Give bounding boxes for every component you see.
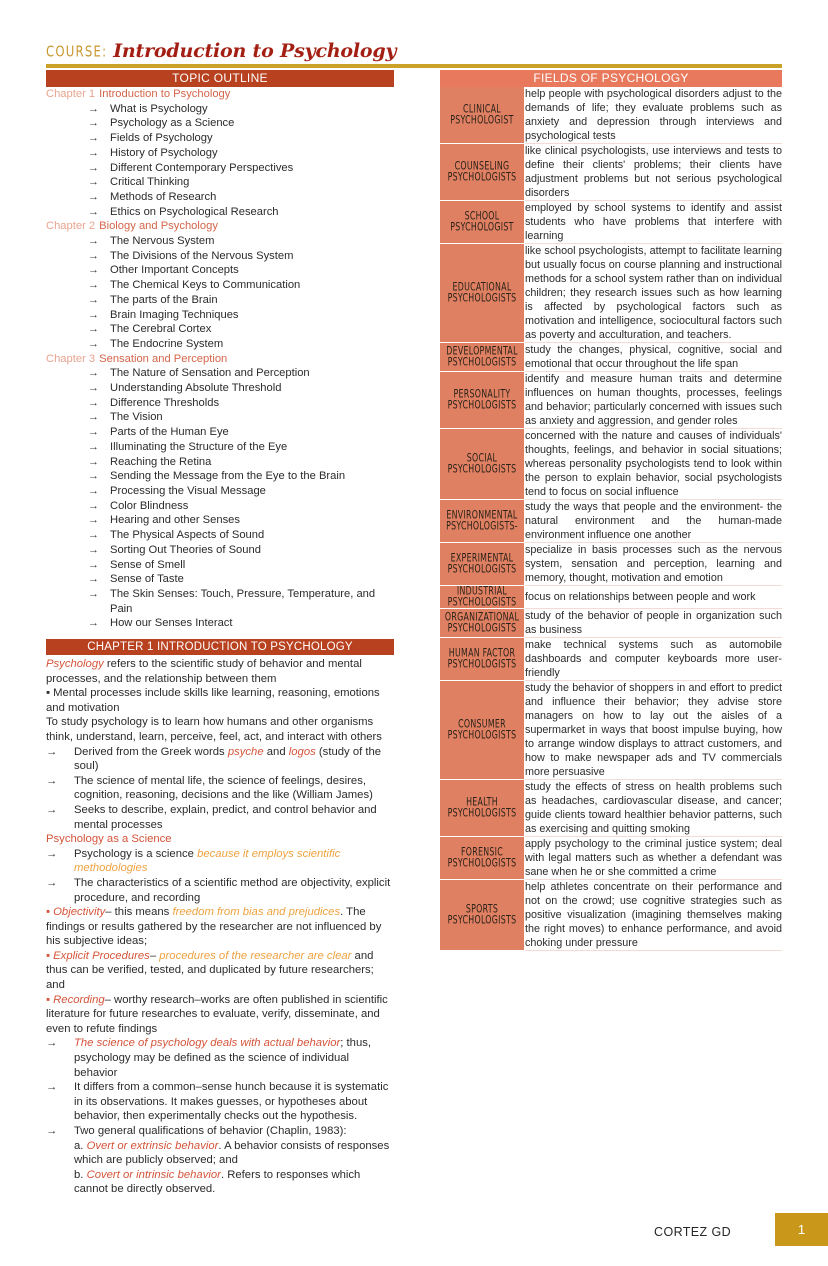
arrow-icon: → <box>46 1037 58 1050</box>
recording-tail: – worthy research–works are often published in scientific literature for future researches to evaluate, verify, disseminate, and even to refute findings <box>46 993 388 1035</box>
arrow-point <box>46 1036 394 1080</box>
arrow-point-text <box>74 745 394 774</box>
table-row <box>440 372 782 429</box>
table-row <box>440 609 782 638</box>
term-objectivity: ▪ Objectivity <box>46 906 106 919</box>
arrow-icon: → <box>88 176 99 189</box>
outline-item <box>46 587 394 616</box>
study-paragraph: To study psychology is to learn how humans and other organisms think, understand, learn, perceive, feel, act, and interact with others <box>46 716 382 743</box>
arrow-icon: → <box>88 337 99 350</box>
outline-item <box>46 528 394 543</box>
conjunction-and: and <box>263 745 289 758</box>
fields-of-psychology-table <box>440 87 782 951</box>
term-psyche: psyche <box>227 745 264 758</box>
arrow-point-text: It differs from a common–sense hunch because it is systematic in its observations. It makes guesses, or hypotheses about behavior, then experimentally checks out the hypothesis. <box>74 1081 389 1123</box>
arrow-point-text <box>74 847 394 876</box>
field-description-cell: study the behavior of shoppers in and effort to predict and influence their behavior; they advise store managers on how to lay out the aisles of a supermarket in ways that boost impulse buying, how to arrange window displays to attract customers, and how to make newspaper ads and TV commercials more persuasive <box>525 682 782 778</box>
qual-a-label: a. <box>74 1139 87 1152</box>
arrow-point-text: The science of mental life, the science of feelings, desires, cognition, reasoning, decisions and the like (William James) <box>74 774 373 802</box>
field-name-line2: PSYCHOLOGIST <box>450 220 514 235</box>
outline-item <box>46 278 394 293</box>
highlight-freedom-from-bias: freedom from bias and prejudices <box>172 906 341 919</box>
highlight-scientific-methodologies: because it employs scientific methodologies <box>74 847 341 875</box>
chapter1-section-band: CHAPTER 1 INTRODUCTION TO PSYCHOLOGY <box>46 639 394 655</box>
table-row <box>440 681 782 780</box>
outline-item <box>46 499 394 514</box>
outline-item-label: Sorting Out Theories of Sound <box>110 543 261 556</box>
arrow-icon: → <box>88 617 99 630</box>
outline-item-label: The Divisions of the Nervous System <box>110 249 294 262</box>
field-name-cell <box>440 372 525 429</box>
chapter-heading <box>46 87 394 102</box>
field-name-line1: ENVIRONMENTAL <box>446 508 518 523</box>
explicit-lead: – <box>149 949 160 962</box>
outline-item-label: The Chemical Keys to Communication <box>110 279 301 292</box>
field-name-cell <box>440 201 525 244</box>
arrow-point-text: The characteristics of a scientific method are objectivity, explicit procedure, and recording <box>74 876 391 904</box>
field-name-cell <box>440 244 525 343</box>
arrow-icon: → <box>46 1125 58 1138</box>
term-covert-behavior: Covert or intrinsic behavior <box>86 1168 221 1181</box>
outline-item <box>46 425 394 440</box>
arrow-icon: → <box>88 264 99 277</box>
bullet-recording <box>46 993 394 1037</box>
table-row <box>440 880 782 951</box>
field-name-cell <box>440 87 525 144</box>
gold-divider-rule <box>46 64 782 68</box>
field-name-line2: PSYCHOLOGISTS <box>447 595 517 610</box>
field-name-line2: PSYCHOLOGISTS <box>447 657 517 672</box>
outline-item-label: Understanding Absolute Threshold <box>110 382 282 395</box>
field-name-line1: HEALTH <box>466 795 498 810</box>
qual-b-label: b. <box>74 1168 87 1181</box>
table-row <box>440 87 782 144</box>
subheading-psychology-as-a-science: Psychology as a Science <box>46 833 172 846</box>
term-recording: ▪ Recording <box>46 993 105 1006</box>
field-name-line2: PSYCHOLOGISTS <box>447 170 517 185</box>
arrow-point <box>46 1080 394 1124</box>
arrow-icon: → <box>88 573 99 586</box>
fields-of-psychology-header: FIELDS OF PSYCHOLOGY <box>440 70 782 87</box>
chapter-heading <box>46 352 394 367</box>
topic-outline-header: TOPIC OUTLINE <box>46 70 394 87</box>
arrow-icon: → <box>88 205 99 218</box>
outline-item <box>46 205 394 220</box>
outline-item-label: History of Psychology <box>110 146 218 159</box>
field-description-cell: like school psychologists, attempt to facilitate learning but usually focus on course planning and instructional methods for a school system rather than on individual children; they research issues such as how learning is affected by psychological factors such as motivation and intelligence, sociocultural factors such as poverty and acculturation, and teachers. <box>525 245 782 341</box>
field-name-line2: PSYCHOLOGIST <box>450 113 514 128</box>
field-name-cell <box>440 144 525 201</box>
field-name-line1: SOCIAL <box>466 451 498 466</box>
field-description-cell: like clinical psychologists, use interviews and tests to define their clients' problems; their clients have adjustment problems but not serious psychological disorders <box>525 145 782 199</box>
outline-item <box>46 469 394 484</box>
outline-item-label: The Cerebral Cortex <box>110 323 212 336</box>
arrow-icon: → <box>88 396 99 409</box>
arrow-point <box>46 847 394 876</box>
outline-item-label: Illuminating the Structure of the Eye <box>110 440 288 453</box>
left-column <box>46 87 394 1197</box>
table-row <box>440 429 782 500</box>
arrow-point-text <box>74 1036 394 1080</box>
outline-item <box>46 484 394 499</box>
outline-item <box>46 161 394 176</box>
term-logos: logos <box>288 745 316 758</box>
outline-item <box>46 543 394 558</box>
arrow-icon: → <box>88 161 99 174</box>
field-name-line2: PSYCHOLOGISTS <box>447 462 517 477</box>
field-name-line1: CONSUMER <box>458 717 506 732</box>
outline-item-label: What is Psychology <box>110 102 208 115</box>
outline-item-label: The Endocrine System <box>110 337 224 350</box>
outline-item <box>46 513 394 528</box>
field-name-cell <box>440 681 525 780</box>
chapter-tag: Chapter 2 <box>46 220 96 233</box>
arrow-icon: → <box>46 1081 58 1094</box>
outline-item <box>46 616 394 631</box>
arrow-icon: → <box>88 484 99 497</box>
outline-item <box>46 396 394 411</box>
field-name-line2: PSYCHOLOGISTS <box>447 806 517 821</box>
field-name-cell <box>440 609 525 638</box>
actual-behavior-tail: ; thus, psychology may be defined as the science of individual behavior <box>74 1037 372 1079</box>
outline-item <box>46 131 394 146</box>
outline-item-label: Brain Imaging Techniques <box>110 308 239 321</box>
arrow-point <box>46 774 394 803</box>
arrow-icon: → <box>88 102 99 115</box>
field-description-cell: apply psychology to the criminal justice system; deal with legal matters such as whether a defendant was sane when he or she committed a crime <box>525 838 782 878</box>
arrow-icon: → <box>46 847 58 860</box>
outline-item <box>46 455 394 470</box>
arrow-point-text: Two general qualifications of behavior (Chaplin, 1983): <box>74 1125 347 1138</box>
field-name-line2: PSYCHOLOGISTS <box>447 398 517 413</box>
arrow-icon: → <box>88 499 99 512</box>
bullet-explicit-procedures <box>46 949 394 993</box>
table-row <box>440 500 782 543</box>
field-name-line1: DEVELOPMENTAL <box>446 344 518 359</box>
outline-item-label: The parts of the Brain <box>110 293 218 306</box>
outline-item <box>46 337 394 352</box>
outline-item <box>46 146 394 161</box>
field-name-line1: FORENSIC <box>460 845 504 860</box>
qualification-a <box>46 1139 394 1168</box>
term-psychology: Psychology <box>46 658 104 671</box>
outline-item <box>46 249 394 264</box>
table-row <box>440 638 782 681</box>
outline-item <box>46 293 394 308</box>
outline-item-label: Reaching the Retina <box>110 455 212 468</box>
term-overt-behavior: Overt or extrinsic behavior <box>86 1139 219 1152</box>
chapter-title: Biology and Psychology <box>99 220 218 233</box>
arrow-icon: → <box>46 803 58 816</box>
table-row <box>440 144 782 201</box>
arrow-icon: → <box>88 308 99 321</box>
page-number-badge: 1 <box>775 1213 828 1246</box>
field-description-cell: study the changes, physical, cognitive, social and emotional that occur throughout the life span <box>525 344 782 370</box>
course-title-line <box>46 40 396 62</box>
field-name-line1: EDUCATIONAL <box>452 280 512 295</box>
outline-item <box>46 308 394 323</box>
field-name-cell <box>440 543 525 586</box>
outline-item-label: Processing the Visual Message <box>110 484 266 497</box>
term-explicit-procedures: ▪ Explicit Procedures <box>46 949 150 962</box>
field-name-line1: COUNSELING <box>454 159 510 174</box>
chapter-title: Introduction to Psychology <box>99 88 231 100</box>
outline-item-label: Methods of Research <box>110 190 217 203</box>
arrow-icon: → <box>88 514 99 527</box>
chapter-tag: Chapter 1 <box>46 88 96 100</box>
field-name-cell <box>440 500 525 543</box>
arrow-icon: → <box>46 876 58 889</box>
field-name-line2: PSYCHOLOGISTS- <box>446 519 518 534</box>
arrow-icon: → <box>88 323 99 336</box>
arrow-icon: → <box>88 367 99 380</box>
field-description-cell: identify and measure human traits and determine influences on human thoughts, processes, feelings and behavior; particularly concerned with issues such as anxiety and aggression, and gender roles <box>525 373 782 427</box>
field-name-cell <box>440 638 525 681</box>
arrow-point-text: Seeks to describe, explain, predict, and control behavior and mental processes <box>74 803 377 831</box>
arrow-icon: → <box>88 235 99 248</box>
highlight-actual-behavior: The science of psychology deals with actual behavior <box>74 1037 341 1050</box>
field-name-line1: SPORTS <box>465 902 499 917</box>
field-name-line1: SCHOOL <box>464 209 500 224</box>
arrow-icon: → <box>88 558 99 571</box>
field-name-line1: EXPERIMENTAL <box>450 551 514 566</box>
arrow-icon: → <box>88 470 99 483</box>
field-name-line2: PSYCHOLOGISTS <box>447 856 517 871</box>
arrow-icon: → <box>46 774 58 787</box>
field-name-line2: PSYCHOLOGISTS <box>447 562 517 577</box>
outline-item <box>46 190 394 205</box>
table-row <box>440 780 782 837</box>
field-description-cell: study the effects of stress on health problems such as headaches, cardiovascular disease, and cancer; guide clients toward healthier behavior patterns, such as exercising and quitting smoking <box>525 781 782 835</box>
outline-item <box>46 102 394 117</box>
field-description-cell: focus on relationships between people and work <box>525 586 783 609</box>
field-name-line1: HUMAN FACTOR <box>448 646 516 661</box>
table-row <box>440 543 782 586</box>
outline-item-label: Different Contemporary Perspectives <box>110 161 294 174</box>
field-description-cell: employed by school systems to identify and assist students who have problems that interfere with learning <box>525 202 782 242</box>
field-description-cell: specialize in basis processes such as the nervous system, sensation and perception, learning and memory, thought, motivation and emotion <box>525 544 782 584</box>
arrow-icon: → <box>88 543 99 556</box>
outline-item-label: Sending the Message from the Eye to the Brain <box>110 470 346 483</box>
outline-item-label: Sense of Smell <box>110 558 186 571</box>
qual-b-text: . Refers to responses which cannot be directly observed. <box>74 1168 361 1196</box>
definition-paragraph <box>46 657 394 686</box>
science-claim-lead: Psychology is a science <box>74 847 198 860</box>
outline-item <box>46 263 394 278</box>
arrow-icon: → <box>88 146 99 159</box>
qual-a-text: . A behavior consists of responses which are publicly observed; and <box>74 1139 390 1167</box>
outline-item-label: Fields of Psychology <box>110 132 213 145</box>
field-name-line2: PSYCHOLOGISTS <box>447 291 517 306</box>
table-row <box>440 586 782 609</box>
arrow-icon: → <box>88 382 99 395</box>
field-name-line2: PSYCHOLOGISTS <box>447 621 517 636</box>
arrow-point <box>46 876 394 905</box>
bullet-mental-processes: ▪ Mental processes include skills like learning, reasoning, emotions and motivation <box>46 687 380 714</box>
field-name-cell <box>440 586 525 609</box>
outline-item <box>46 440 394 455</box>
arrow-icon: → <box>88 587 99 600</box>
outline-item-label: Sense of Taste <box>110 573 184 586</box>
chapter1-body <box>46 657 394 1197</box>
arrow-icon: → <box>88 426 99 439</box>
table-row <box>440 201 782 244</box>
arrow-icon: → <box>88 529 99 542</box>
field-description-cell: help people with psychological disorders adjust to the demands of life; they evaluate problems such as anxiety and depression through interviews and psychological tests <box>525 88 782 142</box>
arrow-icon: → <box>46 745 58 758</box>
outline-item <box>46 234 394 249</box>
field-name-cell <box>440 780 525 837</box>
arrow-icon: → <box>88 455 99 468</box>
field-name-line1: ORGANIZATIONAL <box>444 610 520 625</box>
highlight-procedures-are-clear: procedures of the researcher are clear <box>159 949 352 962</box>
topic-outline-list <box>46 87 394 631</box>
outline-item <box>46 410 394 425</box>
table-row <box>440 343 782 372</box>
outline-item-label: The Nature of Sensation and Perception <box>110 367 310 380</box>
outline-item <box>46 572 394 587</box>
outline-item-label: Critical Thinking <box>110 176 190 189</box>
field-name-cell <box>440 429 525 500</box>
field-name-cell <box>440 837 525 880</box>
field-name-line2: PSYCHOLOGISTS <box>447 355 517 370</box>
arrow-point <box>46 1124 394 1139</box>
outline-item <box>46 558 394 573</box>
table-row <box>440 244 782 343</box>
field-name-cell <box>440 880 525 951</box>
outline-item <box>46 322 394 337</box>
outline-item <box>46 366 394 381</box>
definition-rest: refers to the scientific study of behavior and mental processes, and the relationship between them <box>46 658 362 685</box>
objectivity-tail: . The findings or results gathered by the researcher are not influenced by his subjective ideas; <box>46 906 382 948</box>
arrow-point <box>46 803 394 832</box>
arrow-icon: → <box>88 249 99 262</box>
field-description-cell: make technical systems such as automobile dashboards and computer keyboards more user-friendly <box>525 639 782 679</box>
arrow-icon: → <box>88 190 99 203</box>
outline-item <box>46 116 394 131</box>
qualification-b <box>46 1168 394 1197</box>
field-description-cell: concerned with the nature and causes of individuals' thoughts, feelings, and behavior in social situations; whereas personality psychologists tend to look within the person to explain behavior, social psychologists tend to focus on social influence <box>525 430 782 498</box>
bullet-objectivity <box>46 905 394 949</box>
outline-item-label: How our Senses Interact <box>110 617 233 630</box>
outline-item-label: Psychology as a Science <box>110 117 235 130</box>
outline-item <box>46 175 394 190</box>
outline-item-label: Ethics on Psychological Research <box>110 205 279 218</box>
field-name-cell <box>440 343 525 372</box>
outline-item-label: The Vision <box>110 411 163 424</box>
arrow-icon: → <box>88 117 99 130</box>
field-description-cell: study the ways that people and the environment- the natural environment and the human-made environment influence one another <box>525 501 782 541</box>
greek-origin-lead: Derived from the Greek words <box>74 745 228 758</box>
course-label: COURSE: <box>46 43 108 61</box>
explicit-tail: and thus can be verified, tested, and duplicated by future researchers; and <box>46 949 374 992</box>
field-name-line1: CLINICAL <box>463 102 501 117</box>
field-name-line1: PERSONALITY <box>453 387 511 402</box>
chapter-tag: Chapter 3 <box>46 352 96 365</box>
chapter-title: Sensation and Perception <box>99 352 228 365</box>
arrow-icon: → <box>88 279 99 292</box>
chapter-heading <box>46 219 394 234</box>
course-name: Introduction to Psychology <box>113 40 397 62</box>
field-name-line2: PSYCHOLOGISTS <box>447 913 517 928</box>
greek-origin-tail: (study of the soul) <box>74 745 382 773</box>
arrow-icon: → <box>88 132 99 145</box>
footer-author: CORTEZ GD <box>654 1225 731 1239</box>
table-row <box>440 837 782 880</box>
outline-item-label: The Physical Aspects of Sound <box>110 529 265 542</box>
field-description-cell: help athletes concentrate on their performance and not on the crowd; use cognitive strategies such as positive visualization (imagining themselves making the right moves) to enhance performance, and avoid choking under pressure <box>525 881 782 949</box>
arrow-icon: → <box>88 440 99 453</box>
field-description-cell: study of the behavior of people in organization such as business <box>525 610 782 636</box>
outline-item <box>46 381 394 396</box>
outline-item-label: Color Blindness <box>110 499 189 512</box>
arrow-point <box>46 745 394 774</box>
outline-item-label: The Skin Senses: Touch, Pressure, Temperature, and Pain <box>110 587 376 615</box>
outline-item-label: Parts of the Human Eye <box>110 426 229 439</box>
outline-item-label: Hearing and other Senses <box>110 514 240 527</box>
outline-item-label: Other Important Concepts <box>110 264 239 277</box>
field-name-line2: PSYCHOLOGISTS <box>447 728 517 743</box>
arrow-icon: → <box>88 411 99 424</box>
outline-item-label: Difference Thresholds <box>110 396 220 409</box>
arrow-icon: → <box>88 293 99 306</box>
field-name-line1: INDUSTRIAL <box>456 584 508 599</box>
objectivity-lead: – this means <box>105 906 173 919</box>
outline-item-label: The Nervous System <box>110 235 215 248</box>
